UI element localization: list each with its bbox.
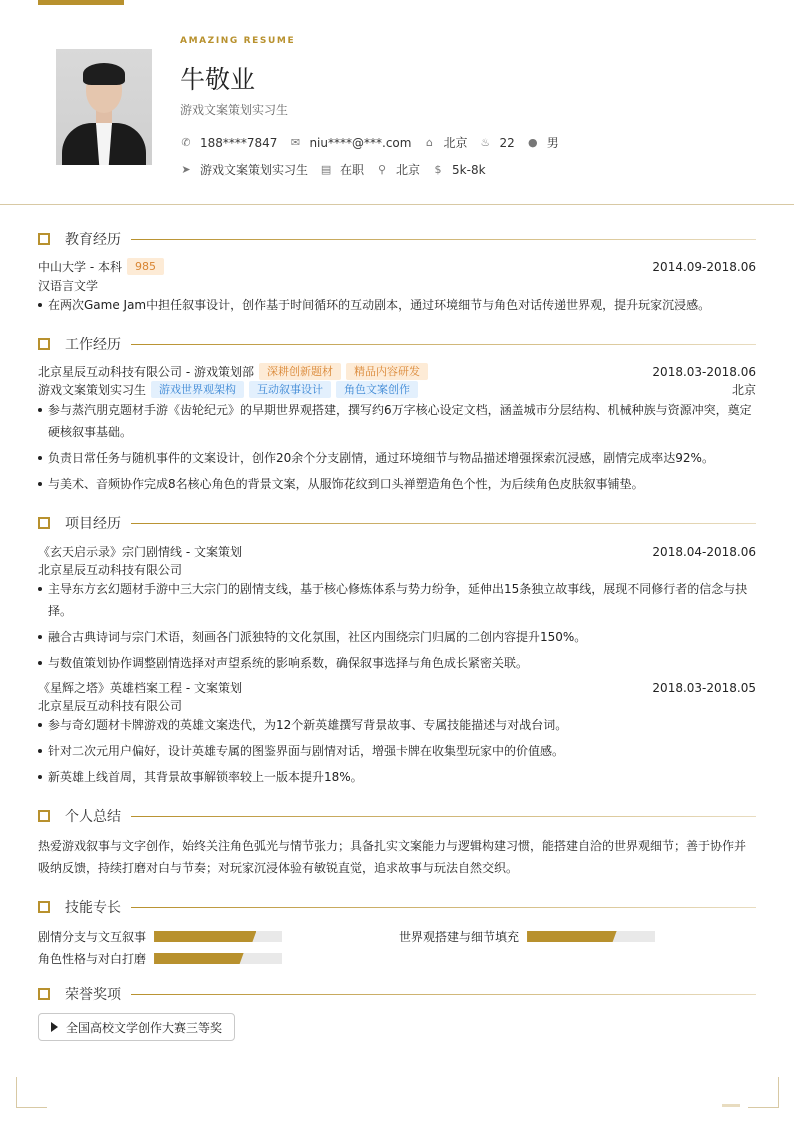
city-item: ⌂ 北京 <box>423 134 467 151</box>
cake-icon: ♨ <box>480 135 491 149</box>
work-date: 2018.03-2018.06 <box>652 364 756 379</box>
section-title: 项目经历 <box>65 516 121 532</box>
salary-item: $ 5k-8k <box>432 163 486 177</box>
status-item: ▤ 在职 <box>320 162 365 177</box>
contact-row <box>180 134 571 151</box>
email-item: ✉ niu****@***.com <box>290 135 412 150</box>
skill-label: 剧情分支与文互叙事 <box>38 930 147 944</box>
work-location: 北京 <box>731 383 756 397</box>
top-accent-bar <box>38 0 124 5</box>
project-bullet: 针对二次元用户偏好，设计英雄专属的图鉴界面与剧情对话，增强卡牌在收集型玩家中的价值感。 <box>38 740 756 762</box>
bottom-accent-bar <box>722 1104 740 1107</box>
section-marker-icon <box>38 810 50 822</box>
project-title-row <box>38 679 756 696</box>
section-title: 荣誉奖项 <box>65 987 121 1003</box>
work-bullet-cont: 硬核叙事基础。 <box>48 425 133 439</box>
mail-icon: ✉ <box>290 135 301 149</box>
project-date: 2018.03-2018.05 <box>652 680 756 695</box>
project-company-row <box>38 697 756 714</box>
header-divider <box>0 204 794 205</box>
skill-bar <box>154 953 282 964</box>
section-marker-icon <box>38 517 50 529</box>
candidate-subtitle: 游戏文案策划实习生 <box>180 103 289 117</box>
project-company-row <box>38 561 756 578</box>
section-title: 教育经历 <box>65 232 121 248</box>
skill-bar <box>527 931 655 942</box>
section-line <box>131 523 756 524</box>
candidate-name: 牛敬业 <box>180 65 256 94</box>
phone-icon: ✆ <box>181 135 191 149</box>
project-company: 北京星辰互动科技有限公司 <box>38 563 183 577</box>
skill-bar-fill <box>527 931 617 942</box>
target-city-item: ⚲ 北京 <box>378 162 421 177</box>
play-icon <box>51 1022 58 1032</box>
section-awards <box>38 986 756 1002</box>
education-date: 2014.09-2018.06 <box>652 259 756 274</box>
work-company-row <box>38 363 756 380</box>
project-title-row <box>38 543 756 560</box>
skill-label: 角色性格与对白打磨 <box>38 952 147 966</box>
location-icon: ⚲ <box>378 162 387 176</box>
briefcase-icon: ▤ <box>320 162 332 176</box>
section-line <box>131 816 756 817</box>
project-bullet: 融合古典诗词与宗门术语，刻画各门派独特的文化氛围，社区内围绕宗门归属的二创内容提升150%。 <box>38 626 756 648</box>
section-projects <box>38 515 756 531</box>
award-item <box>38 1013 235 1041</box>
age-item: ♨ 22 <box>480 135 515 150</box>
send-icon: ➤ <box>181 162 191 176</box>
section-skills <box>38 899 756 915</box>
gender-icon: ● <box>527 135 538 149</box>
section-education <box>38 231 756 247</box>
work-role-row <box>38 381 756 398</box>
section-title: 工作经历 <box>65 337 121 353</box>
summary-line: 热爱游戏叙事与文字创作，始终关注角色弧光与情节张力；具备扎实文案能力与逻辑构建习惯，能搭建自洽的世界观细节；善于协作并 <box>38 839 747 853</box>
project-bullet-cont: 择。 <box>48 604 73 618</box>
project-name: 《玄天启示录》宗门剧情线 - 文案策划 <box>38 545 242 559</box>
salary-icon: $ <box>434 162 442 176</box>
school-name: 中山大学 - 本科 <box>38 260 122 274</box>
project-name: 《星辉之塔》英雄档案工程 - 文案策划 <box>38 681 242 695</box>
section-marker-icon <box>38 233 50 245</box>
project-bullet: 主导东方玄幻题材手游中三大宗门的剧情支线，基于核心修炼体系与势力纷争，延伸出15条独立故事线，展现不同修行者的信念与抉 <box>38 578 756 600</box>
brand-label: AMAZING RESUME <box>180 36 296 46</box>
major: 汉语言文学 <box>38 279 99 293</box>
role-tag: 游戏世界观架构 <box>151 381 244 398</box>
section-marker-icon <box>38 338 50 350</box>
section-line <box>131 907 756 908</box>
work-bullet: 与美术、音频协作完成8名核心角色的背景文案，从服饰花纹到口头禅塑造角色个性，为后续角色皮肤叙事铺垫。 <box>38 473 756 495</box>
school-tag: 985 <box>127 258 164 275</box>
corner-decoration <box>16 1077 47 1108</box>
role-name: 游戏文案策划实习生 <box>38 383 147 397</box>
skill-item <box>38 928 282 945</box>
education-school-row <box>38 258 756 275</box>
job-intent-row <box>180 161 498 178</box>
section-title: 技能专长 <box>65 900 121 916</box>
skill-item <box>38 950 282 967</box>
skill-label: 世界观搭建与细节填充 <box>399 930 520 944</box>
gender-item: ● 男 <box>527 135 559 150</box>
skill-bar <box>154 931 282 942</box>
corner-decoration <box>748 1077 779 1108</box>
section-marker-icon <box>38 988 50 1000</box>
section-line <box>131 994 756 995</box>
phone-item: ✆ 188****7847 <box>181 135 278 150</box>
project-date: 2018.04-2018.06 <box>652 544 756 559</box>
home-icon: ⌂ <box>425 135 433 149</box>
education-bullet: 在两次Game Jam中担任叙事设计，创作基于时间循环的互动剧本，通过环境细节与角色对话传递世界观，提升玩家沉浸感。 <box>38 294 756 316</box>
work-bullet: 负责日常任务与随机事件的文案设计，创作20余个分支剧情，通过环境细节与物品描述增强探索沉浸感，剧情完成率达92%。 <box>38 447 756 469</box>
section-marker-icon <box>38 901 50 913</box>
profile-photo <box>56 49 152 165</box>
project-bullet: 与数值策划协作调整剧情选择对声望系统的影响系数，确保叙事选择与角色成长紧密关联。 <box>38 652 756 674</box>
company-tag: 精品内容研发 <box>346 363 428 380</box>
skill-bar-fill <box>154 953 244 964</box>
project-company: 北京星辰互动科技有限公司 <box>38 699 183 713</box>
company-name: 北京星辰互动科技有限公司 - 游戏策划部 <box>38 365 254 379</box>
skill-bar-fill <box>154 931 256 942</box>
section-line <box>131 239 756 240</box>
section-title: 个人总结 <box>65 809 121 825</box>
education-major-row <box>38 277 756 294</box>
project-bullet: 新英雄上线首周，其背景故事解锁率较上一版本提升18%。 <box>38 766 756 788</box>
target-role-item: ➤ 游戏文案策划实习生 <box>181 162 309 177</box>
award-label: 全国高校文学创作大赛三等奖 <box>66 1020 223 1035</box>
section-line <box>131 344 756 345</box>
section-summary <box>38 808 756 824</box>
role-tag: 角色文案创作 <box>336 381 418 398</box>
role-tag: 互动叙事设计 <box>249 381 331 398</box>
summary-line: 吸纳反馈，持续打磨对白与节奏；对玩家沉浸体验有敏锐直觉，追求故事与玩法自然交织。 <box>38 861 519 875</box>
work-bullet: 参与蒸汽朋克题材手游《齿轮纪元》的早期世界观搭建，撰写约6万字核心设定文档，涵盖城市分层结构、机械种族与资源冲突，奠定 <box>38 399 756 421</box>
section-work <box>38 336 756 352</box>
project-bullet: 参与奇幻题材卡牌游戏的英雄文案迭代，为12个新英雄撰写背景故事、专属技能描述与对战台词。 <box>38 714 756 736</box>
skill-item <box>399 928 655 945</box>
company-tag: 深耕创新题材 <box>259 363 341 380</box>
